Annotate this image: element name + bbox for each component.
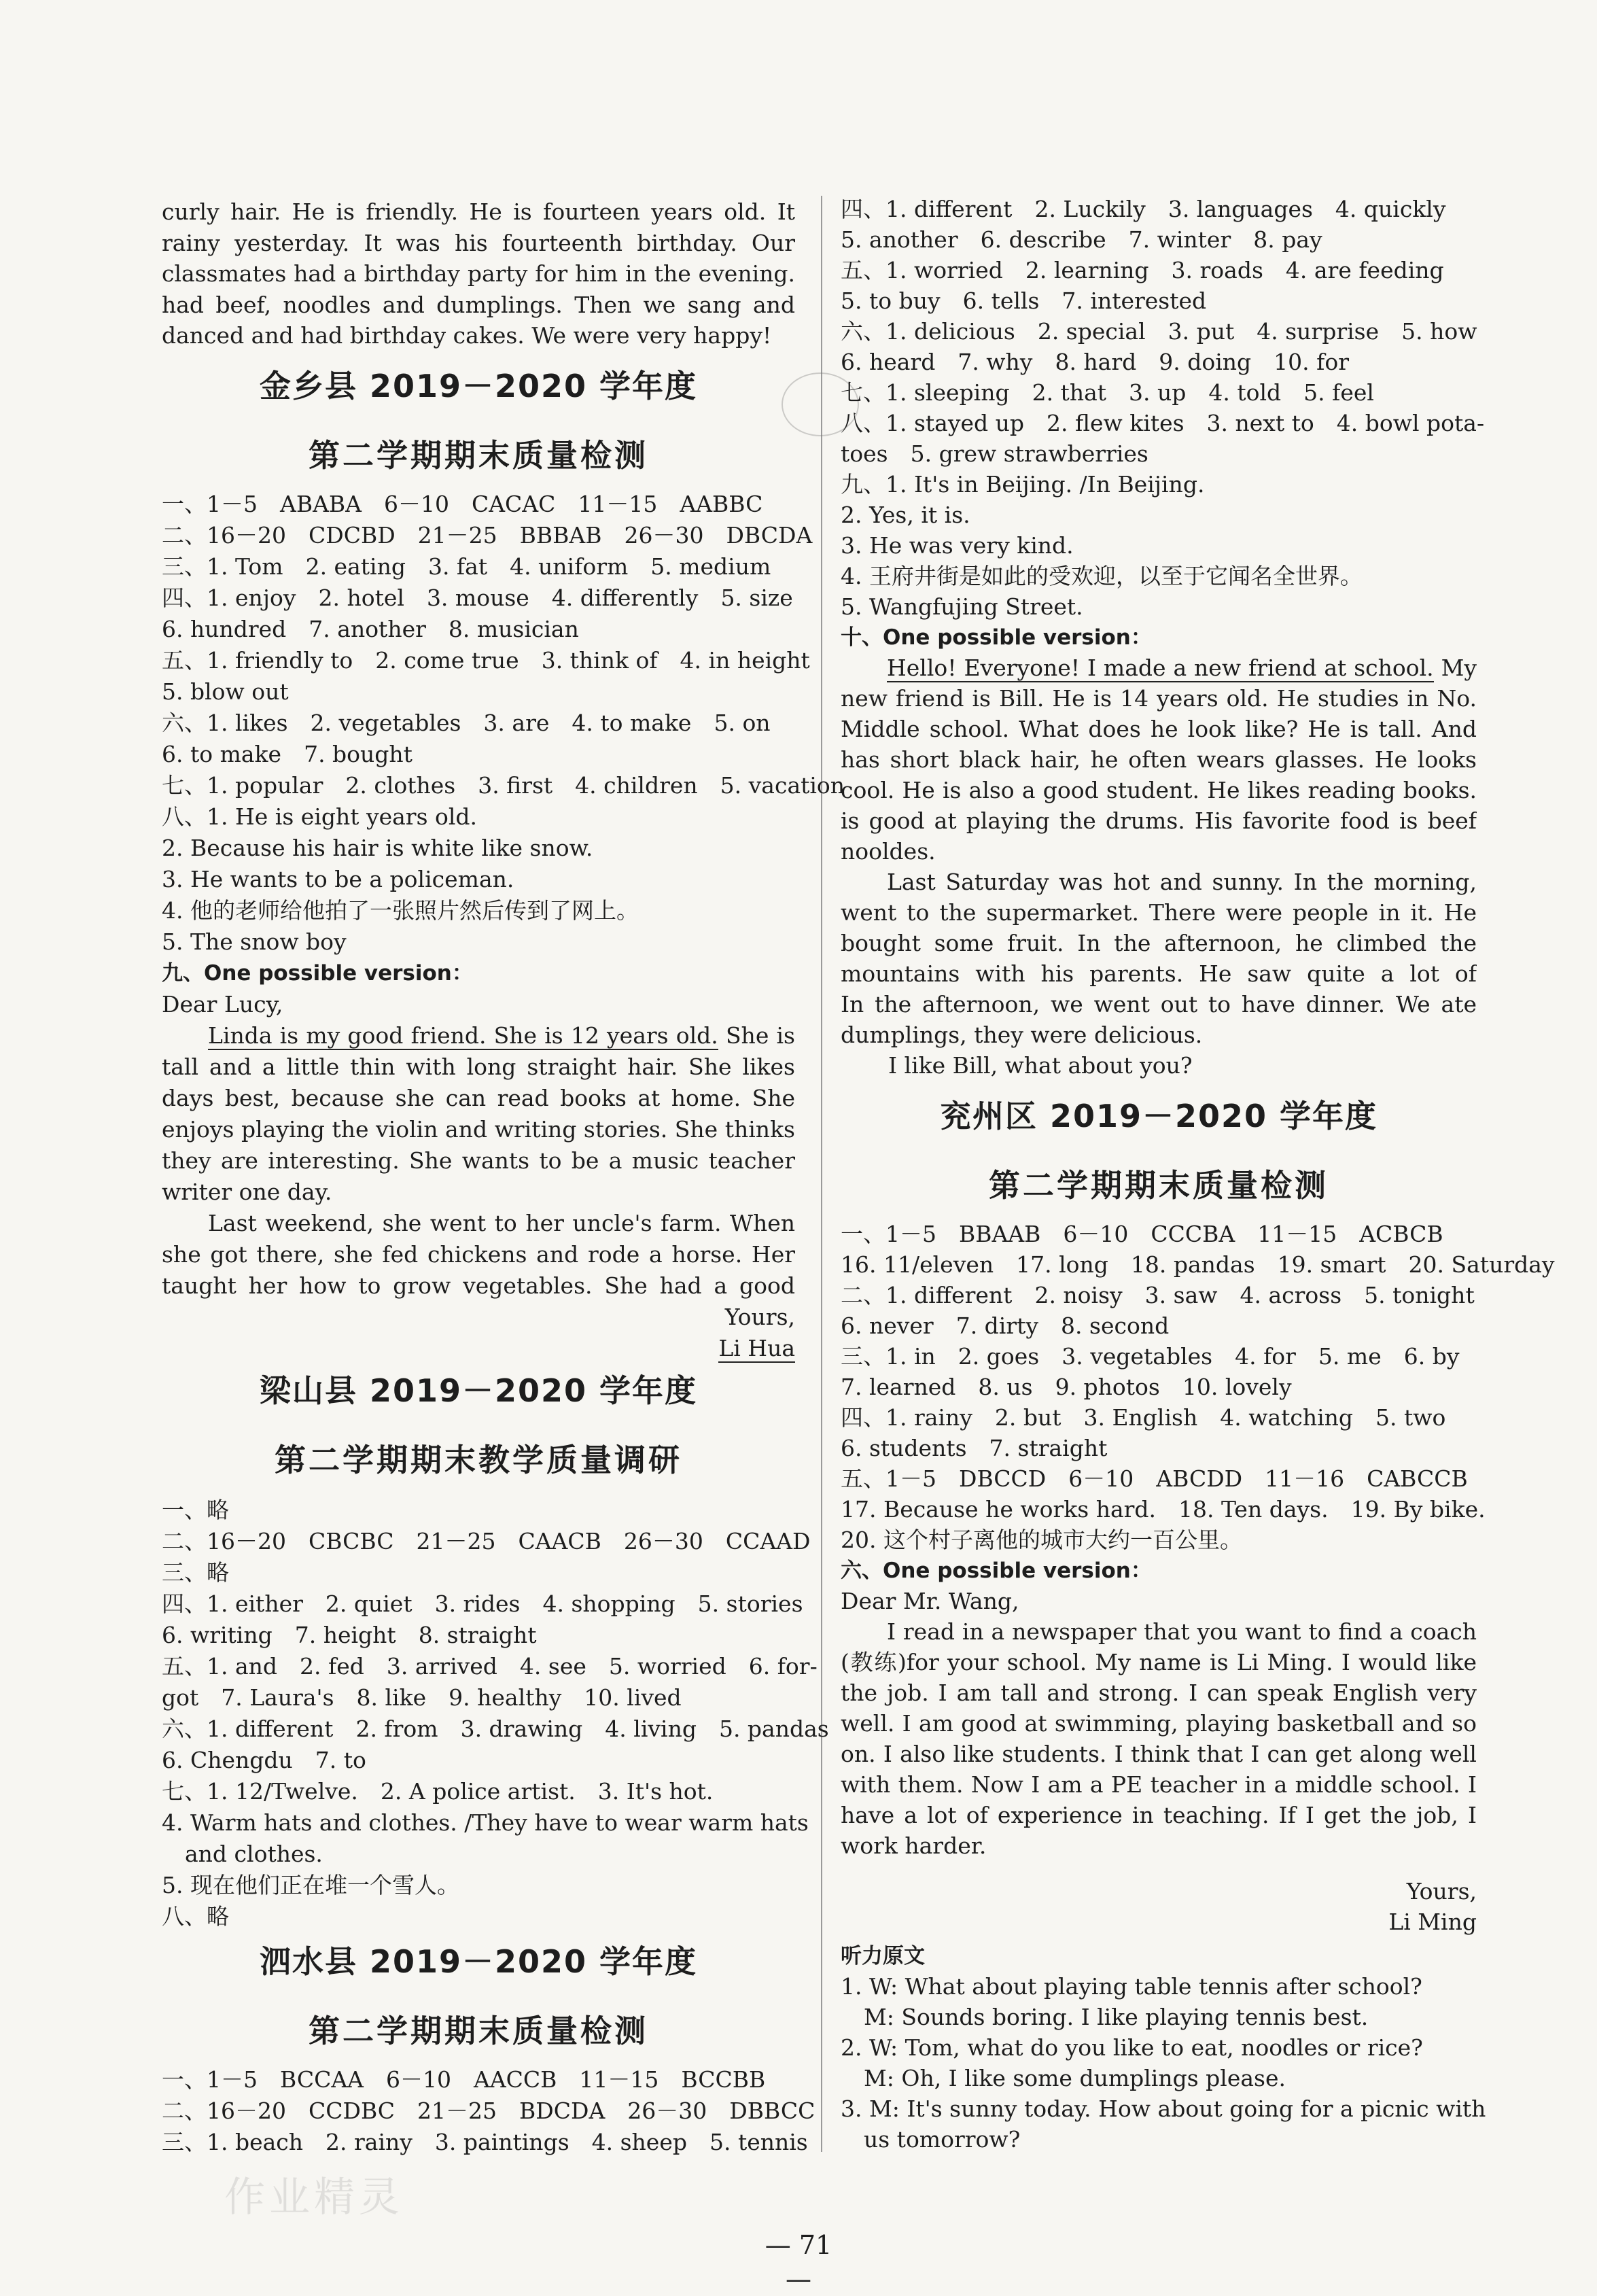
answer-line: 五、1. and 2. fed 3. arrived 4. see 5. worried 6. for-: [162, 1653, 818, 1680]
answer-line: toes 5. grew strawberries: [841, 440, 1148, 467]
essay-line: bought some fruit. In the afternoon, he climbed the: [841, 930, 1477, 956]
version-label: 九、One possible version：: [162, 961, 473, 986]
letter-line: on. I also like students. I think that I can get along well: [841, 1741, 1477, 1767]
answer-line: 五、1－5 DBCCD 6－10 ABCDD 11－16 CABCCB: [841, 1465, 1468, 1492]
answer-line: 六、1. different 2. from 3. drawing 4. living 5. pandas: [162, 1716, 829, 1742]
text-line: curly hair. He is friendly. He is fourteen years old. It: [162, 198, 795, 225]
letter-greeting: Dear Mr. Wang,: [841, 1588, 1019, 1614]
letter-line: taught her how to grow vegetables. She had a good: [162, 1272, 795, 1299]
answer-line: 一、1－5 ABABA 6－10 CACAC 11－15 AABBC: [162, 491, 763, 517]
answer-line: 2. Because his hair is white like snow.: [162, 835, 593, 861]
answer-line: 五、1. friendly to 2. come true 3. think of 4. in height: [162, 647, 810, 674]
section-subtitle: 第二学期期末质量检测: [309, 2013, 648, 2049]
letter-line: (教练)for your school. My name is Li Ming. I would like: [841, 1649, 1477, 1675]
answer-line: 三、1. in 2. goes 3. vegetables 4. for 5. me 6. by: [841, 1343, 1460, 1370]
letter-line: she got there, she fed chickens and rode a horse. Her: [162, 1241, 795, 1268]
answer-line: 二、16－20 CDCBD 21－25 BBBAB 26－30 DBCDA: [162, 522, 813, 549]
essay-line: dumplings, they were delicious.: [841, 1022, 1203, 1048]
answer-line: 2. Yes, it is.: [841, 502, 970, 528]
essay-line: cool. He is also a good student. He likes reading books.: [841, 777, 1477, 803]
answer-line: 三、1. Tom 2. eating 3. fat 4. uniform 5. medium: [162, 553, 771, 580]
answer-line: 4. Warm hats and clothes. /They have to wear warm hats: [162, 1809, 809, 1836]
answer-line: 5. Wangfujing Street.: [841, 593, 1083, 620]
version-label: 六、One possible version：: [841, 1559, 1152, 1583]
answer-line: 四、1. either 2. quiet 3. rides 4. shopping 5. stories: [162, 1590, 803, 1617]
answer-line: 17. Because he works hard. 18. Ten days. 19. By bike.: [841, 1496, 1486, 1523]
answer-line: 16. 11/eleven 17. long 18. pandas 19. smart 20. Saturday: [841, 1251, 1555, 1278]
answer-line: 6. hundred 7. another 8. musician: [162, 616, 579, 642]
letter-closing: Yours,: [1406, 1878, 1477, 1904]
listening-line: 1. W: What about playing table tennis after school?: [841, 1973, 1422, 2000]
essay-line: new friend is Bill. He is 14 years old. He studies in No.: [841, 685, 1477, 712]
essay-line: nooldes.: [841, 838, 936, 865]
essay-line: is good at playing the drums. His favorite food is beef: [841, 807, 1477, 834]
essay-line: went to the supermarket. There were people in it. He: [841, 899, 1477, 926]
letter-closing: Yours,: [724, 1304, 795, 1330]
essay-line: Last Saturday was hot and sunny. In the morning,: [887, 869, 1477, 895]
letter-line: have a lot of experience in teaching. If I get the job, I: [841, 1802, 1477, 1828]
answer-line: 三、1. beach 2. rainy 3. paintings 4. sheep 5. tennis: [162, 2129, 808, 2155]
answer-line: 八、1. stayed up 2. flew kites 3. next to 4. bowl pota-: [841, 410, 1485, 436]
letter-line: tall and a little thin with long straight hair. She likes: [162, 1054, 795, 1080]
section-subtitle: 第二学期期末质量检测: [309, 437, 648, 474]
answer-line: 5. The snow boy: [162, 928, 347, 955]
essay-line: Middle school. What does he look like? He is tall. And: [841, 716, 1477, 742]
listening-line: 3. M: It's sunny today. How about going for a picnic with: [841, 2095, 1486, 2122]
listening-line: 2. W: Tom, what do you like to eat, noodles or rice?: [841, 2034, 1423, 2061]
essay-line: I like Bill, what about you?: [888, 1052, 1193, 1079]
answer-line: 四、1. enjoy 2. hotel 3. mouse 4. differently 5. size: [162, 585, 793, 611]
letter-signature: Li Ming: [1388, 1909, 1477, 1935]
answer-line: 一、1－5 BCCAA 6－10 AACCB 11－15 BCCBB: [162, 2066, 766, 2093]
answer-line: 三、略: [162, 1559, 229, 1586]
essay-line: In the afternoon, we went out to have dinner. We ate: [841, 991, 1477, 1017]
answer-line: 6. to make 7. bought: [162, 741, 413, 767]
column-divider: [821, 196, 822, 2152]
answer-line: 4. 他的老师给他拍了一张照片然后传到了网上。: [162, 897, 639, 924]
letter-line: Last weekend, she went to her uncle's farm. When: [208, 1210, 795, 1236]
answer-line: 5. another 6. describe 7. winter 8. pay: [841, 226, 1322, 253]
text-line: rainy yesterday. It was his fourteenth birthday. Our: [162, 230, 795, 256]
answer-line: 6. writing 7. height 8. straight: [162, 1622, 537, 1648]
answer-line: 四、1. rainy 2. but 3. English 4. watching 5. two: [841, 1404, 1446, 1431]
answer-line: 4. 王府井街是如此的受欢迎，以至于它闻名全世界。: [841, 563, 1363, 589]
answer-line: 3. He was very kind.: [841, 532, 1074, 559]
answer-line: 二、16－20 CBCBC 21－25 CAACB 26－30 CCAAD: [162, 1528, 811, 1554]
answer-line: 九、1. It's in Beijing. /In Beijing.: [841, 471, 1205, 498]
essay-line: has short black hair, he often wears glasses. He looks: [841, 746, 1477, 773]
listening-line: us tomorrow?: [864, 2126, 1021, 2153]
answer-line: 20. 这个村子离他的城市大约一百公里。: [841, 1527, 1242, 1553]
text-line: danced and had birthday cakes. We were very happy!: [162, 322, 772, 349]
underlined-sentence: Hello! Everyone! I made a new friend at school.: [887, 655, 1434, 681]
letter-line: with them. Now I am a PE teacher in a middle school. I: [841, 1771, 1477, 1798]
answer-line: and clothes.: [185, 1841, 323, 1867]
essay-line: mountains with his parents. He saw quite a lot of: [841, 960, 1477, 987]
answer-line: 七、1. popular 2. clothes 3. first 4. children 5. vacation: [162, 772, 845, 799]
answer-line: 八、1. He is eight years old.: [162, 803, 478, 830]
underlined-sentence: Linda is my good friend. She is 12 years old.: [208, 1022, 718, 1049]
answer-line: 3. He wants to be a policeman.: [162, 866, 514, 892]
answer-line: 一、1－5 BBAAB 6－10 CCCBA 11－15 ACBCB: [841, 1221, 1443, 1247]
letter-signature: Li Hua: [718, 1335, 795, 1361]
letter-line: I read in a newspaper that you want to find a coach: [887, 1618, 1477, 1645]
text-line: classmates had a birthday party for him in the evening.: [162, 260, 795, 287]
letter-line: work harder.: [841, 1832, 987, 1859]
letter-line: writer one day.: [162, 1179, 332, 1205]
answer-line: 6. students 7. straight: [841, 1435, 1108, 1461]
page-number: — 71 —: [765, 2230, 832, 2294]
answer-line: 5. to buy 6. tells 7. interested: [841, 288, 1207, 314]
answer-line: 6. heard 7. why 8. hard 9. doing 10. for: [841, 349, 1349, 375]
answer-line: 6. Chengdu 7. to: [162, 1747, 366, 1773]
answer-line: 六、1. likes 2. vegetables 3. are 4. to make 5. on: [162, 710, 771, 736]
letter-line: days best, because she can read books at home. She: [162, 1085, 795, 1111]
letter-line: they are interesting. She wants to be a music teacher: [162, 1147, 795, 1174]
answer-line: 6. never 7. dirty 8. second: [841, 1312, 1170, 1339]
answer-line: 一、略: [162, 1497, 229, 1523]
answer-line: 五、1. worried 2. learning 3. roads 4. are feeding: [841, 257, 1444, 283]
version-label: 十、One possible version：: [841, 625, 1152, 650]
listening-label: 听力原文: [841, 1944, 925, 1968]
listening-line: M: Sounds boring. I like playing tennis best.: [864, 2004, 1369, 2030]
listening-line: M: Oh, I like some dumplings please.: [864, 2065, 1286, 2091]
answer-line: got 7. Laura's 8. like 9. healthy 10. lived: [162, 1684, 682, 1711]
answer-line: 八、略: [162, 1903, 229, 1930]
section-title: 金乡县 2019－2020 学年度: [259, 368, 698, 404]
answer-line: 七、1. 12/Twelve. 2. A police artist. 3. It's hot.: [162, 1778, 714, 1805]
letter-line: well. I am good at swimming, playing basketball and so: [841, 1710, 1477, 1737]
answer-line: 5. 现在他们正在堆一个雪人。: [162, 1872, 459, 1898]
watermark: 作业精灵: [224, 2174, 404, 2221]
text-line: had beef, noodles and dumplings. Then we sang and: [162, 292, 795, 318]
section-title: 兖州区 2019－2020 学年度: [939, 1098, 1378, 1134]
answer-line: 7. learned 8. us 9. photos 10. lovely: [841, 1374, 1292, 1400]
section-subtitle: 第二学期期末质量检测: [989, 1167, 1329, 1204]
answer-line: 六、1. delicious 2. special 3. put 4. surprise 5. how: [841, 318, 1477, 345]
letter-line: enjoys playing the violin and writing stories. She thinks: [162, 1116, 795, 1143]
letter-line: the job. I am tall and strong. I can speak English very: [841, 1680, 1477, 1706]
letter-greeting: Dear Lucy,: [162, 991, 283, 1017]
section-subtitle: 第二学期期末教学质量调研: [275, 1442, 682, 1478]
answer-line: 5. blow out: [162, 678, 289, 705]
answer-line: 二、1. different 2. noisy 3. saw 4. across 5. tonight: [841, 1282, 1475, 1308]
answer-line: 二、16－20 CCDBC 21－25 BDCDA 26－30 DBBCC: [162, 2098, 815, 2124]
section-title: 梁山县 2019－2020 学年度: [259, 1372, 698, 1409]
answer-line: 四、1. different 2. Luckily 3. languages 4. quickly: [841, 196, 1446, 222]
section-title: 泗水县 2019－2020 学年度: [259, 1943, 698, 1980]
answer-line: 七、1. sleeping 2. that 3. up 4. told 5. feel: [841, 379, 1374, 406]
letter-line: Linda is my good friend. She is 12 years old. She is: [208, 1022, 795, 1049]
essay-line: Hello! Everyone! I made a new friend at school. My: [887, 655, 1477, 681]
